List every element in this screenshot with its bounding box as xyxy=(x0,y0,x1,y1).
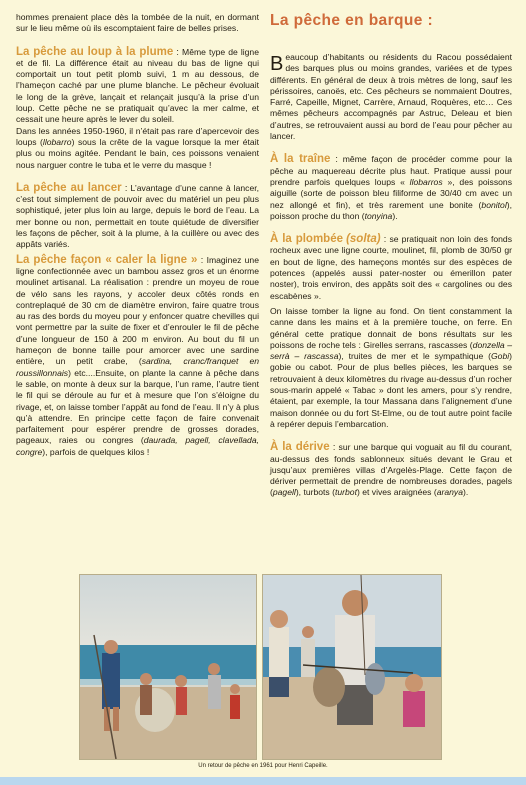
body-italic: llobarro xyxy=(42,136,72,147)
right-column xyxy=(270,12,512,503)
heading-italic: (solta) xyxy=(346,233,381,246)
body-text: ), parfois de quelques kilos ! xyxy=(42,446,150,457)
section-traine: À la traîne : même façon de procéder comme pour la pêche au maquereau décrite plus haut. Pratique aussi pour prendre parfois quelques loups « llobarros », des poissons aiguille (sorte de poisson bleu filiforme de 30/40 cm avec un nez allongé et fin), et très rarement une bonite (bonitol), poisson proche du thon (tonyina). xyxy=(270,153,513,221)
body-italic: daurada, pagell, clavellada, congre xyxy=(16,435,259,457)
drop-cap: B xyxy=(270,53,284,75)
section-loup-plume: La pêche au loup à la plume : Même type de ligne et de fil. La différence était au niveau du bas de ligne qui comportait un tout petit plomb suivi, 1 m au dessous, de l’hameçon caché par une plume blanche. Le pêcheur évoluait le long de la grève, lançait et relançait jusqu’à la prise d’un loup. Cette pêche ne se pratiquait qu’avec la mer calme, et cessait une heure après le lever du soleil. Dans les années 1950-1960, il n’était pas rare d’apercevoir des loups (llobarro) sous la crête de la vague lorsque la mer était plus ou moins agitée. Pendant le bain, ces poissons venaient nous narguer contre le tuba et le verre du masque ! xyxy=(16,45,260,170)
section-plombee-cont xyxy=(270,306,512,430)
intro-paragraph xyxy=(270,52,512,142)
photo-beach-group xyxy=(79,574,257,760)
article-title: La pêche en barque : xyxy=(270,12,434,29)
body-italic: tonyina xyxy=(364,210,393,221)
body-text: ), turbots ( xyxy=(295,487,335,498)
section-caler-ligne: La pêche façon « caler la ligne » : Imaginez une ligne confectionnée avec un bambou assez gros et un énorme moulinet artisanal. La réalisation : prendre un moyeu de roue de vélo sans les rayons, y accoler deux côtés ronds en contreplaqué de 30 cm de diamètre environ, faire quatre trous au ras des bords du moyeu pour y enfoncer quatre chevilles qui vont permettre par la suite de fixer et d’enrouler le fil de pêche d’une longueur de 150 à 200 m environ. Au bout du fil un hameçon de bonne taille pour amorcer avec une sardine entière, un petit crabe, (sardina, cranc/franquet en roussillonnais) etc....Ensuite, on plante la canne à pêche dans le sable, on monte à deux sur la barque, l’un rame, l’autre tient le fil qui se déroule au fur et à mesure que l’on s’éloigne du rivage, et, on laisse tomber l’appât au fond de l’eau. Il n’y à plus qu’à attendre. En principe cette façon de faire convenait parfaitement pour espérer prendre de grosses dorades, pageaux, raies ou congres (daurada, pagell, clavellada, congre), parfois de quelques kilos ! xyxy=(16,253,260,457)
body-text: ). xyxy=(463,487,469,498)
left-column xyxy=(16,12,259,462)
body-text: ), poisson proche du thon ( xyxy=(270,199,512,221)
body-text: On laisse tomber la ligne au fond. On tient constamment la canne dans les mains et à la première touche, on ferre. En général cette pratique donnait de bons résultats sur les poissons de roche tels : Girelles serrans, rascasses ( xyxy=(270,305,512,350)
body-text: ) etc....Ensuite, on plante la canne à pêche dans le sable, on monte à deux sur la barque, l’un rame, l’autre tient le fil qui se déroule au fur et à mesure que l’on s’éloigne du rivage, et, on laisse tomber l’appât au fond de l’eau. Il n’y à plus qu’à attendre. En principe cette façon de faire convenait parfaitement pour espérer prendre de grosses dorades, pageaux, raies ou congres ( xyxy=(16,367,259,446)
body-text: ) et vives araignées ( xyxy=(356,487,437,498)
body-text: ) gobie ou cabot. Pour de plus belles pièces, les barques se retrouvaient à deux kilomètres du rivage au-dessus d’un rocher sous-marin appelé « Tabac » dont les amers, pour s’y rendre, étaient, par exemple, la tour Massana dans l’alignement d’une maison donnée ou du fort St-Elme, ou de tout autre point facile à repérer depuis l’embarcation. xyxy=(270,351,513,429)
section-heading: La pêche façon « caler la ligne » xyxy=(16,253,198,266)
photo-catch-display xyxy=(262,574,442,760)
body-italic: llobarros xyxy=(409,176,443,187)
section-heading: À la plombée xyxy=(270,233,343,246)
body-text: Imaginez une ligne confectionnée avec un bambou assez gros et un énorme moulinet artisanal. La réalisation : prendre un moyeu de roue de vélo sans les rayons, y accoler deux côtés ronds en contreplaqué de 30 cm de diamètre environ, faire quatre trous au ras des bords du moyeu pour y enfoncer quatre chevilles qui vont permettre par la suite de fixer et d’enrouler le fil de pêche d’une longueur de 150 à 200 m environ. Au bout du fil un hameçon de bonne taille pour amorcer avec une sardine entière, un petit crabe, ( xyxy=(16,254,259,367)
body-italic: donzella – serrà – rascassa xyxy=(270,339,512,362)
body-italic: turbot xyxy=(334,487,357,498)
body-text: sur une barque qui voguait au fil du courant, au-dessus des fonds sablonneux situés devant le Grau et jusqu’aux premières villas d’Argelès-Plage. Cette façon de dériver permettait de prendre de nombreuses dorades, pagels ( xyxy=(270,442,512,498)
body-italic: sardina, cranc/franquet en roussillonnais xyxy=(16,356,260,378)
photo-caption: Un retour de pêche en 1961 pour Henri Capeille. xyxy=(198,763,328,769)
section-lancer: La pêche au lancer : L’avantage d’une canne à lancer, c’est tout simplement de pouvoir avec du matériel un peu plus sophistiqué, jeter plus loin au large, depuis le bord de l’eau. La mer bonne ou non, permettait en toute quiétude de diversifier les façons de pêcher, soit à la plume, à la cuillère ou avec des appâts variés. xyxy=(16,181,259,250)
body-text: ) sous la crête de la vague lorsque la mer était plus ou moins agitée. Pendant le bain, ces poissons venaient nous narguer contre le tuba et le verre du masque ! xyxy=(16,136,260,170)
section-heading: À la traîne xyxy=(270,153,331,166)
body-text: même façon de procéder comme pour la pêche au maquereau décrite plus haut. Pratique aussi pour prendre parfois quelques loups « xyxy=(270,154,512,187)
body-text: ). xyxy=(392,210,398,221)
body-text: se pratiquait non loin des fonds rocheux avec une ligne courte, moulinet, fil, plomb de 30/50 gr en bout de ligne, des hameçons montés sur des espèces de potences (appelés aussi pater-noster ou émerillon pater noster), trois environ, des appâts soit des « cargolines ou des escabènes ». xyxy=(270,234,512,301)
body-text: Dans les années 1950-1960, il n’était pas rare d’apercevoir des loups ( xyxy=(16,125,259,147)
bottom-band xyxy=(0,777,526,785)
photo-illustration xyxy=(80,575,256,759)
body-italic: pagell xyxy=(272,487,296,498)
body-italic: bonitol xyxy=(481,199,507,210)
section-derive: À la dérive : sur une barque qui voguait au fil du courant, au-dessus des fonds sablonneux situés devant le Grau et jusqu’aux premières villas d’Argelès-Plage. Cette façon de dériver permettait de prendre de nombreuses dorades, pagels (pagell), turbots (turbot) et vives araignées (aranya). xyxy=(270,441,512,498)
section-heading: À la dérive xyxy=(270,441,330,454)
body-text: Même type de ligne et de fil. La différence était au niveau du bas de ligne qui comportait un tout petit plomb suivi, 1 m au dessous, de l’hameçon caché par une plume blanche. Le pêcheur évoluait le long de la grève, lançait et relançait jusqu’à la prise d’un loup. Cette pêche ne se pratiquait qu’avec la mer calme, et cessait une heure après le lever du soleil. xyxy=(16,46,259,125)
body-italic: Gobi xyxy=(490,351,510,362)
section-plombee: À la plombée (solta) : se pratiquait non loin des fonds rocheux avec une ligne courte, moulinet, fil, plomb de 30/50 gr en bout de ligne, des hameçons montés sur des espèces de potences (appelés aussi pater-noster ou émerillon pater noster), trois environ, des appâts soit des « cargolines ou des escabènes ». xyxy=(270,233,512,301)
intro-paragraph: hommes prenaient place dès la tombée de la nuit, en dormant sur le lieu même où ils escomptaient faire de belles prises. xyxy=(16,12,259,34)
body-italic: aranya xyxy=(436,487,464,498)
body-text: L’avantage d’une canne à lancer, c’est tout simplement de pouvoir avec du matériel un peu plus sophistiqué, jeter plus loin au large, depuis le bord de l’eau. La mer bonne ou non, permettait en toute quiétude de diversifier les façons de pêcher, soit à la plume, à la cuillère ou avec des appâts variés. xyxy=(16,182,259,250)
photo-illustration xyxy=(263,575,441,759)
section-heading: La pêche au lancer xyxy=(16,181,122,194)
body-text: ), truites de mer et le sympathique ( xyxy=(338,351,491,362)
body-text: eaucoup d’habitants ou résidents du Racou possédaient des barques plus ou moins grandes, variées et de types différents. En général de deux à trois mètres de long, sauf les périssoires, canoës, etc. Ces pêcheurs se nommaient Doutres, Farré, Capeille, Mignet, Carrère, Arnaud, Roquères, etc… Ces mêmes pêcheurs accompagnés par Astruc, Deleau et bien d’autres, se retrouvaient aussi au bord de l’eau pour pêcher au lancer. xyxy=(270,52,512,142)
photo-strip xyxy=(79,574,441,758)
section-heading: La pêche au loup à la plume xyxy=(16,45,174,58)
body-text: », des poissons aiguille (sorte de poisson bleu filiforme de 30/40 cm avec un nez allongé et fin), et très rarement une bonite ( xyxy=(270,176,513,210)
